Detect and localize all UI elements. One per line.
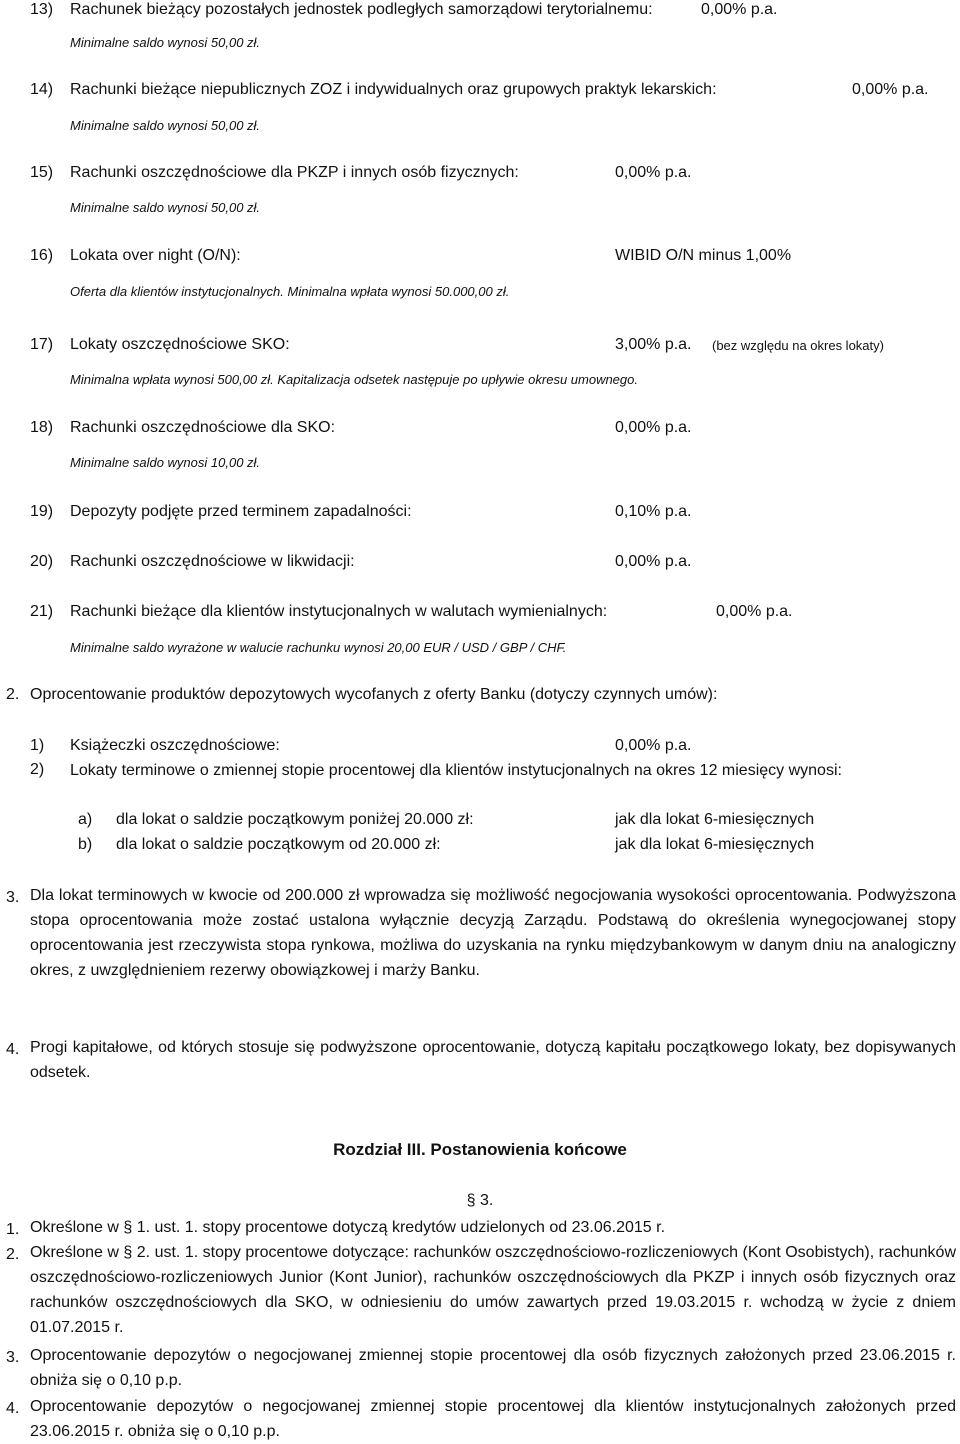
item-number: 17) bbox=[30, 336, 54, 353]
item-rate: 3,00% p.a. bbox=[615, 336, 692, 353]
provision-text: Oprocentowanie depozytów o negocjowanej zmiennej stopie procentowej dla klientów instytucjonalnych założonych przed 23.06.2015 r. obniża się o 0,10 p.p. bbox=[30, 1398, 956, 1440]
item-text: Rachunki oszczędnościowe dla PKZP i innych osób fizycznych: bbox=[70, 164, 519, 181]
item-number: 1) bbox=[30, 737, 45, 754]
provision-text: Określone w § 1. ust. 1. stopy procentowe dotyczą kredytów udzielonych od 23.06.2015 r. bbox=[30, 1219, 666, 1236]
section-number: 4. bbox=[6, 1041, 20, 1058]
item-number: 14) bbox=[30, 81, 54, 98]
item-rate-note: (bez względu na okres lokaty) bbox=[712, 338, 884, 353]
item-text: Rachunki bieżące dla klientów instytucjonalnych w walutach wymienialnych: bbox=[70, 603, 608, 620]
item-text: Książeczki oszczędnościowe: bbox=[70, 737, 280, 754]
item-text: Rachunki bieżące niepublicznych ZOZ i indywidualnych oraz grupowych praktyk lekarskich: bbox=[70, 81, 717, 98]
item-text: Lokaty oszczędnościowe SKO: bbox=[70, 336, 290, 353]
section-number: 3. bbox=[6, 889, 20, 906]
subitem-text: dla lokat o saldzie początkowym poniżej 20.000 zł: bbox=[116, 811, 474, 828]
item-note: Minimalne saldo wynosi 50,00 zł. bbox=[70, 35, 261, 50]
paragraph-heading: § 3. bbox=[466, 1192, 494, 1209]
provision-text: Oprocentowanie depozytów o negocjowanej zmiennej stopie procentowej dla osób fizycznych założonych przed 23.06.2015 r. obniża się o 0,10 p.p. bbox=[30, 1347, 956, 1389]
section-text: Dla lokat terminowych w kwocie od 200.000 zł wprowadza się możliwość negocjowania wysokości oprocentowania. Podwyższona stopa oprocentowania może zostać ustalona wyłącznie decyzją Zarządu. Podstawą do określenia wynegocjowanej stopy oprocentowania jest rzeczywista stopa rynkowa, możliwa do uzyskania na rynku międzybankowym w danym dniu na analogiczny okres, z uwzględnieniem rezerwy obowiązkowej i marży Banku. bbox=[30, 887, 956, 979]
provision-number: 2. bbox=[6, 1246, 20, 1263]
item-note: Minimalna wpłata wynosi 500,00 zł. Kapitalizacja odsetek następuje po upływie okresu umownego. bbox=[70, 372, 638, 387]
item-number: 19) bbox=[30, 503, 54, 520]
provision-number: 1. bbox=[6, 1221, 20, 1238]
item-number: 18) bbox=[30, 419, 54, 436]
item-number: 20) bbox=[30, 553, 54, 570]
item-text: Rachunki oszczędnościowe dla SKO: bbox=[70, 419, 336, 436]
item-note: Minimalne saldo wynosi 50,00 zł. bbox=[70, 200, 261, 215]
provision-number: 3. bbox=[6, 1349, 20, 1366]
item-note: Oferta dla klientów instytucjonalnych. Minimalna wpłata wynosi 50.000,00 zł. bbox=[70, 284, 510, 299]
item-text: Rachunek bieżący pozostałych jednostek podległych samorządowi terytorialnemu: bbox=[70, 1, 653, 18]
item-number: 15) bbox=[30, 164, 54, 181]
item-rate: 0,00% p.a. bbox=[615, 419, 692, 436]
item-note: Minimalne saldo wyrażone w walucie rachunku wynosi 20,00 EUR / USD / GBP / CHF. bbox=[70, 640, 567, 655]
item-text: Lokaty terminowe o zmiennej stopie procentowej dla klientów instytucjonalnych na okres 12 miesięcy wynosi: bbox=[70, 762, 842, 779]
item-rate: 0,00% p.a. bbox=[615, 553, 692, 570]
item-rate: 0,00% p.a. bbox=[615, 164, 692, 181]
item-rate: 0,00% p.a. bbox=[615, 737, 692, 754]
item-number: 13) bbox=[30, 1, 54, 18]
section-text: Progi kapitałowe, od których stosuje się podwyższone oprocentowanie, dotyczą kapitału początkowego lokaty, bez dopisywanych odsetek. bbox=[30, 1039, 956, 1081]
subitem-number: a) bbox=[78, 811, 93, 828]
item-rate: 0,10% p.a. bbox=[615, 503, 692, 520]
subitem-text: dla lokat o saldzie początkowym od 20.000 zł: bbox=[116, 836, 441, 853]
item-rate: 0,00% p.a. bbox=[852, 81, 929, 98]
item-number: 2) bbox=[30, 761, 45, 778]
section-heading: Oprocentowanie produktów depozytowych wycofanych z oferty Banku (dotyczy czynnych umów): bbox=[30, 686, 718, 703]
item-note: Minimalne saldo wynosi 10,00 zł. bbox=[70, 455, 261, 470]
item-rate: 0,00% p.a. bbox=[701, 1, 778, 18]
item-rate: WIBID O/N minus 1,00% bbox=[615, 247, 792, 264]
provision-text: Określone w § 2. ust. 1. stopy procentowe dotyczące: rachunków oszczędnościowo-rozliczeniowych (Kont Osobistych), rachunków oszczędnościowo-rozliczeniowych Junior (Kont Junior), rachunków oszczędnościowych dla PKZP i innych osób fizycznych oraz rachunków oszczędnościowych dla SKO, w odniesieniu do umów zawartych przed 19.03.2015 r. wchodzą w życie z dniem 01.07.2015 r. bbox=[30, 1244, 956, 1336]
item-number: 21) bbox=[30, 603, 54, 620]
subitem-number: b) bbox=[78, 836, 93, 853]
subitem-value: jak dla lokat 6-miesięcznych bbox=[615, 836, 815, 853]
subitem-value: jak dla lokat 6-miesięcznych bbox=[615, 811, 815, 828]
item-text: Lokata over night (O/N): bbox=[70, 247, 241, 264]
section-number: 2. bbox=[6, 686, 20, 703]
chapter-title: Rozdział III. Postanowienia końcowe bbox=[333, 1140, 627, 1159]
provision-number: 4. bbox=[6, 1400, 20, 1417]
item-rate: 0,00% p.a. bbox=[716, 603, 793, 620]
item-text: Depozyty podjęte przed terminem zapadalności: bbox=[70, 503, 412, 520]
item-note: Minimalne saldo wynosi 50,00 zł. bbox=[70, 118, 261, 133]
item-text: Rachunki oszczędnościowe w likwidacji: bbox=[70, 553, 355, 570]
item-number: 16) bbox=[30, 247, 54, 264]
